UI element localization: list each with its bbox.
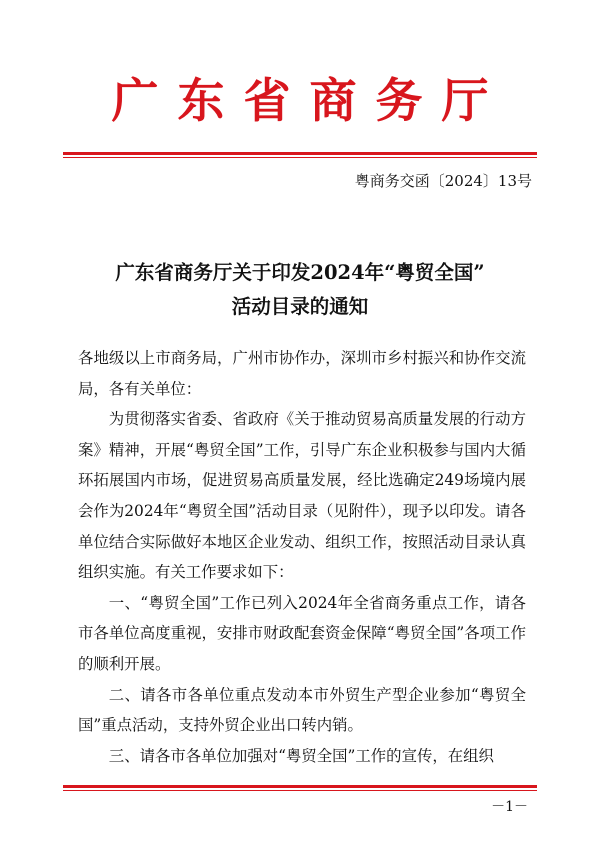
paragraph-item-1: 一、“粤贸全国”工作已列入2024年全省商务重点工作，请各市各单位高度重视，安排市财政配套资金保障“粤贸全国”各项工作的顺利开展。 bbox=[78, 593, 526, 673]
document-number: 粤商务交函〔2024〕13号 bbox=[354, 172, 532, 190]
document-body bbox=[78, 343, 526, 771]
footer-rule-thin bbox=[63, 790, 537, 791]
document-title bbox=[0, 256, 600, 324]
title-line-1: 广东省商务厅关于印发2024年“粤贸全国” bbox=[115, 261, 485, 284]
masthead-org-name: 广东省商务厅 bbox=[111, 74, 508, 129]
footer-rule-thick bbox=[63, 785, 537, 788]
salutation: 各地级以上市商务局，广州市协作办，深圳市乡村振兴和协作交流局，各有关单位： bbox=[78, 349, 526, 398]
title-line-2: 活动目录的通知 bbox=[231, 295, 369, 318]
paragraph-item-2: 二、请各市各单位重点发动本市外贸生产型企业参加“粤贸全国”重点活动，支持外贸企业出口转内销。 bbox=[78, 685, 526, 735]
page-number: －1－ bbox=[491, 799, 528, 815]
paragraph-intro: 为贯彻落实省委、省政府《关于推动贸易高质量发展的行动方案》精神，开展“粤贸全国”工作，引导广东企业积极参与国内大循环拓展国内市场，促进贸易高质量发展，经比选确定249场境内展会作为2024年“粤贸全国”活动目录（见附件），现予以印发。请各单位结合实际做好本地区企业发动、组织工作，按照活动目录认真组织实施。有关工作要求如下： bbox=[78, 410, 526, 582]
paragraph-item-3: 三、请各市各单位加强对“粤贸全国”工作的宣传，在组织 bbox=[108, 746, 494, 765]
header-rule-thin bbox=[63, 157, 537, 158]
header-rule-thick bbox=[63, 152, 537, 155]
